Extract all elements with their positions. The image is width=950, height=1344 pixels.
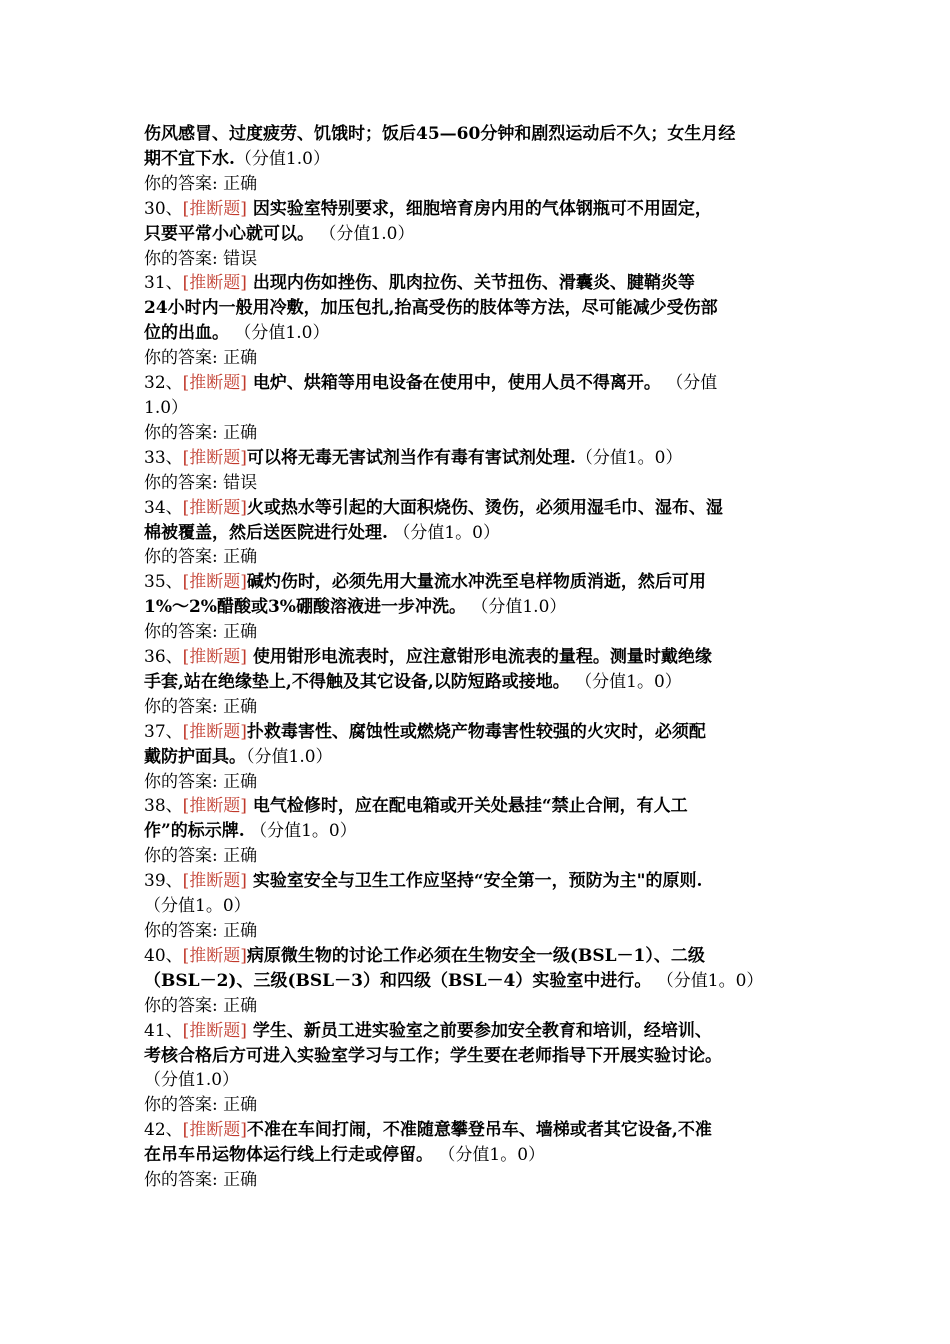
answer-line: 你的答案: 正确 bbox=[144, 622, 258, 643]
score-label: （分值1.0） bbox=[465, 597, 567, 618]
question-36: 36、[推断题] 使用钳形电流表时，应注意钳形电流表的量程。测量时戴绝缘 bbox=[144, 647, 712, 668]
answer-value: 正确 bbox=[223, 1170, 258, 1191]
score-label: （分值1.0） bbox=[144, 1070, 240, 1091]
score-label: （分值1.0） bbox=[229, 323, 330, 344]
question-type-tag: [推断题] bbox=[182, 198, 247, 219]
answer-value: 正确 bbox=[223, 422, 258, 443]
question-30: 30、[推断题] 因实验室特别要求，细胞培育房内用的气体钢瓶可不用固定， bbox=[144, 198, 712, 219]
question-type-tag: [推断题] bbox=[182, 273, 247, 294]
score-label: （分值1.0） bbox=[314, 223, 415, 244]
score-label: （分值1.0） bbox=[246, 746, 333, 767]
answer-value: 正确 bbox=[223, 696, 258, 717]
question-42: 42、[推断题]不准在车间打闹，不准随意攀登吊车、墙梯或者其它设备,不准 bbox=[144, 1120, 712, 1141]
question-39: 39、[推断题] 实验室安全与卫生工作应坚持“安全第一，预防为主"的原则. bbox=[144, 871, 703, 892]
question-type-tag: [推断题] bbox=[182, 1020, 247, 1041]
answer-line: 你的答案: 错误 bbox=[144, 472, 258, 493]
question-type-tag: [推断题] bbox=[182, 871, 247, 892]
answer-line: 你的答案: 正确 bbox=[144, 846, 258, 867]
question-type-tag: [推断题] bbox=[182, 796, 247, 817]
question-40: 40、[推断题]病原微生物的讨论工作必须在生物安全一级(BSL－1）、二级 bbox=[144, 945, 705, 966]
question-type-tag: [推断题] bbox=[182, 945, 247, 966]
question-35: 35、[推断题]碱灼伤时，必须先用大量流水冲洗至皂样物质消逝，然后可用 bbox=[144, 572, 706, 593]
question-line: 伤风感冒、过度疲劳、饥饿时；饭后45—60分钟和剧烈运动后不久；女生月经 bbox=[144, 124, 736, 144]
answer-line: 你的答案: 正确 bbox=[144, 696, 258, 717]
score-label: （分值1.0） bbox=[234, 148, 330, 169]
question-type-tag: [推断题] bbox=[182, 572, 247, 593]
question-type-tag: [推断题] bbox=[182, 373, 247, 394]
answer-value: 正确 bbox=[223, 1095, 258, 1116]
score-label: （分值1。0） bbox=[569, 671, 682, 692]
answer-line: 你的答案: 错误 bbox=[144, 248, 258, 269]
document-page: 伤风感冒、过度疲劳、饥饿时；饭后45—60分钟和剧烈运动后不久；女生月经 期不宜下水.（分值1.0） 你的答案: 正确 30、[推断题] 因实验室特别要求，细胞培育房内用的气体钢瓶可不用固定， 只要平常小心就可以。 （分值1.0） 你的答案: 错误 31、[推断题] 出现内伤如挫伤、肌肉拉伤、关节扭伤、滑囊炎、腱鞘炎等 24小时内一般用冷敷，加压包扎,抬高受伤的肢体等方法，尽可能减少受伤部 位的出血。 （分值1.0） 你的答案: 正确 32、[推断题] 电炉、烘箱等用电设备在使用中，使用人员不得离开。 （分值 1.0） 你的答案: 正确 33、[推断题]可以将无毒无害试剂当作有毒有害试剂处理.（分值1。0） 你的答案: 错误 34、[推断题]火或热水等引起的大面积烧伤、烫伤，必须用湿毛巾、湿布、湿 棉被覆盖，然后送医院进行处理. （分值1。0） 你的答案: 正确 35、[推断题]碱灼伤时，必须先用大量流水冲洗至皂样物质消逝，然后可用 1%～2%醋酸或3%硼酸溶液进一步冲洗。 （分值1.0） 你的答案: 正确 36、[推断题] 使用钳形电流表时，应注意钳形电流表的量程。测量时戴绝缘 手套,站在绝缘垫上,不得触及其它设备,以防短路或接地。 （分值1。0） 你的答案: 正确 37、[推断题]扑救毒害性、腐蚀性或燃烧产物毒害性较强的火灾时，必须配 戴防护面具。（分值1.0） 你的答案: 正确 38、[推断题] 电气检修时，应在配电箱或开关处悬挂“禁止合闸，有人工 作”的标示牌. （分值1。0） 你的答案: 正确 39、[推断题] 实验室安全与卫生工作应坚持“安全第一，预防为主"的原则. （分值1。0） 你的答案: 正确 40、[推断题]病原微生物的讨论工作必须在生物安全一级(BSL－1）、二级 （BSL－2)、三级(BSL－3）和四级（BSL－4）实验室中进行。 （分值1。0） 你的答案: 正确 41、[推断题] 学生、新员工进实验室之前要参加安全教育和培训，经培训、 考核合格后方可进入实验室学习与工作；学生要在老师指导下开展实验讨论。 （分值1.0） 你的答案: 正确 42、[推断题]不准在车间打闹，不准随意攀登吊车、墙梯或者其它设备,不准 在吊车吊运物体运行线上行走或停留。 （分值1。0） 你的答案: 正确 bbox=[144, 122, 809, 1193]
answer-line: 你的答案: 正确 bbox=[144, 995, 258, 1016]
answer-line: 你的答案: 正确 bbox=[144, 173, 258, 194]
answer-value: 正确 bbox=[223, 622, 258, 643]
score-label: 1.0） bbox=[144, 397, 189, 418]
answer-line: 你的答案: 正确 bbox=[144, 1095, 258, 1116]
answer-value: 正确 bbox=[223, 547, 258, 568]
question-line: 期不宜下水.（分值1.0） bbox=[144, 148, 330, 169]
score-label: （分值1。0） bbox=[575, 447, 683, 468]
question-type-tag: [推断题] bbox=[182, 447, 247, 468]
question-41: 41、[推断题] 学生、新员工进实验室之前要参加安全教育和培训，经培训、 bbox=[144, 1020, 712, 1041]
answer-value: 正确 bbox=[223, 995, 258, 1016]
answer-value: 正确 bbox=[223, 348, 258, 369]
answer-line: 你的答案: 正确 bbox=[144, 422, 258, 443]
answer-line: 你的答案: 正确 bbox=[144, 547, 258, 568]
score-label: （分值1。0） bbox=[433, 1145, 546, 1166]
answer-value: 错误 bbox=[223, 248, 258, 269]
score-label: （分值1。0） bbox=[387, 522, 500, 543]
answer-value: 正确 bbox=[223, 173, 258, 194]
answer-line: 你的答案: 正确 bbox=[144, 348, 258, 369]
question-38: 38、[推断题] 电气检修时，应在配电箱或开关处悬挂“禁止合闸，有人工 bbox=[144, 796, 688, 817]
answer-value: 正确 bbox=[223, 771, 258, 792]
question-type-tag: [推断题] bbox=[182, 647, 247, 668]
question-type-tag: [推断题] bbox=[182, 721, 247, 742]
answer-line: 你的答案: 正确 bbox=[144, 1170, 258, 1191]
question-37: 37、[推断题]扑救毒害性、腐蚀性或燃烧产物毒害性较强的火灾时，必须配 bbox=[144, 721, 706, 742]
answer-line: 你的答案: 正确 bbox=[144, 771, 258, 792]
question-type-tag: [推断题] bbox=[182, 497, 247, 518]
question-33: 33、[推断题]可以将无毒无害试剂当作有毒有害试剂处理.（分值1。0） bbox=[144, 447, 683, 468]
question-32: 32、[推断题] 电炉、烘箱等用电设备在使用中，使用人员不得离开。 （分值 bbox=[144, 373, 718, 394]
question-31: 31、[推断题] 出现内伤如挫伤、肌肉拉伤、关节扭伤、滑囊炎、腱鞘炎等 bbox=[144, 273, 695, 294]
answer-line: 你的答案: 正确 bbox=[144, 921, 258, 941]
answer-value: 正确 bbox=[223, 846, 258, 867]
question-type-tag: [推断题] bbox=[182, 1120, 247, 1141]
score-label: （分值1。0） bbox=[651, 970, 764, 991]
answer-value: 正确 bbox=[223, 921, 258, 941]
answer-value: 错误 bbox=[223, 472, 258, 493]
score-label: （分值1。0） bbox=[244, 821, 357, 842]
question-34: 34、[推断题]火或热水等引起的大面积烧伤、烫伤，必须用湿毛巾、湿布、湿 bbox=[144, 497, 723, 518]
score-label: （分值1。0） bbox=[144, 896, 251, 917]
